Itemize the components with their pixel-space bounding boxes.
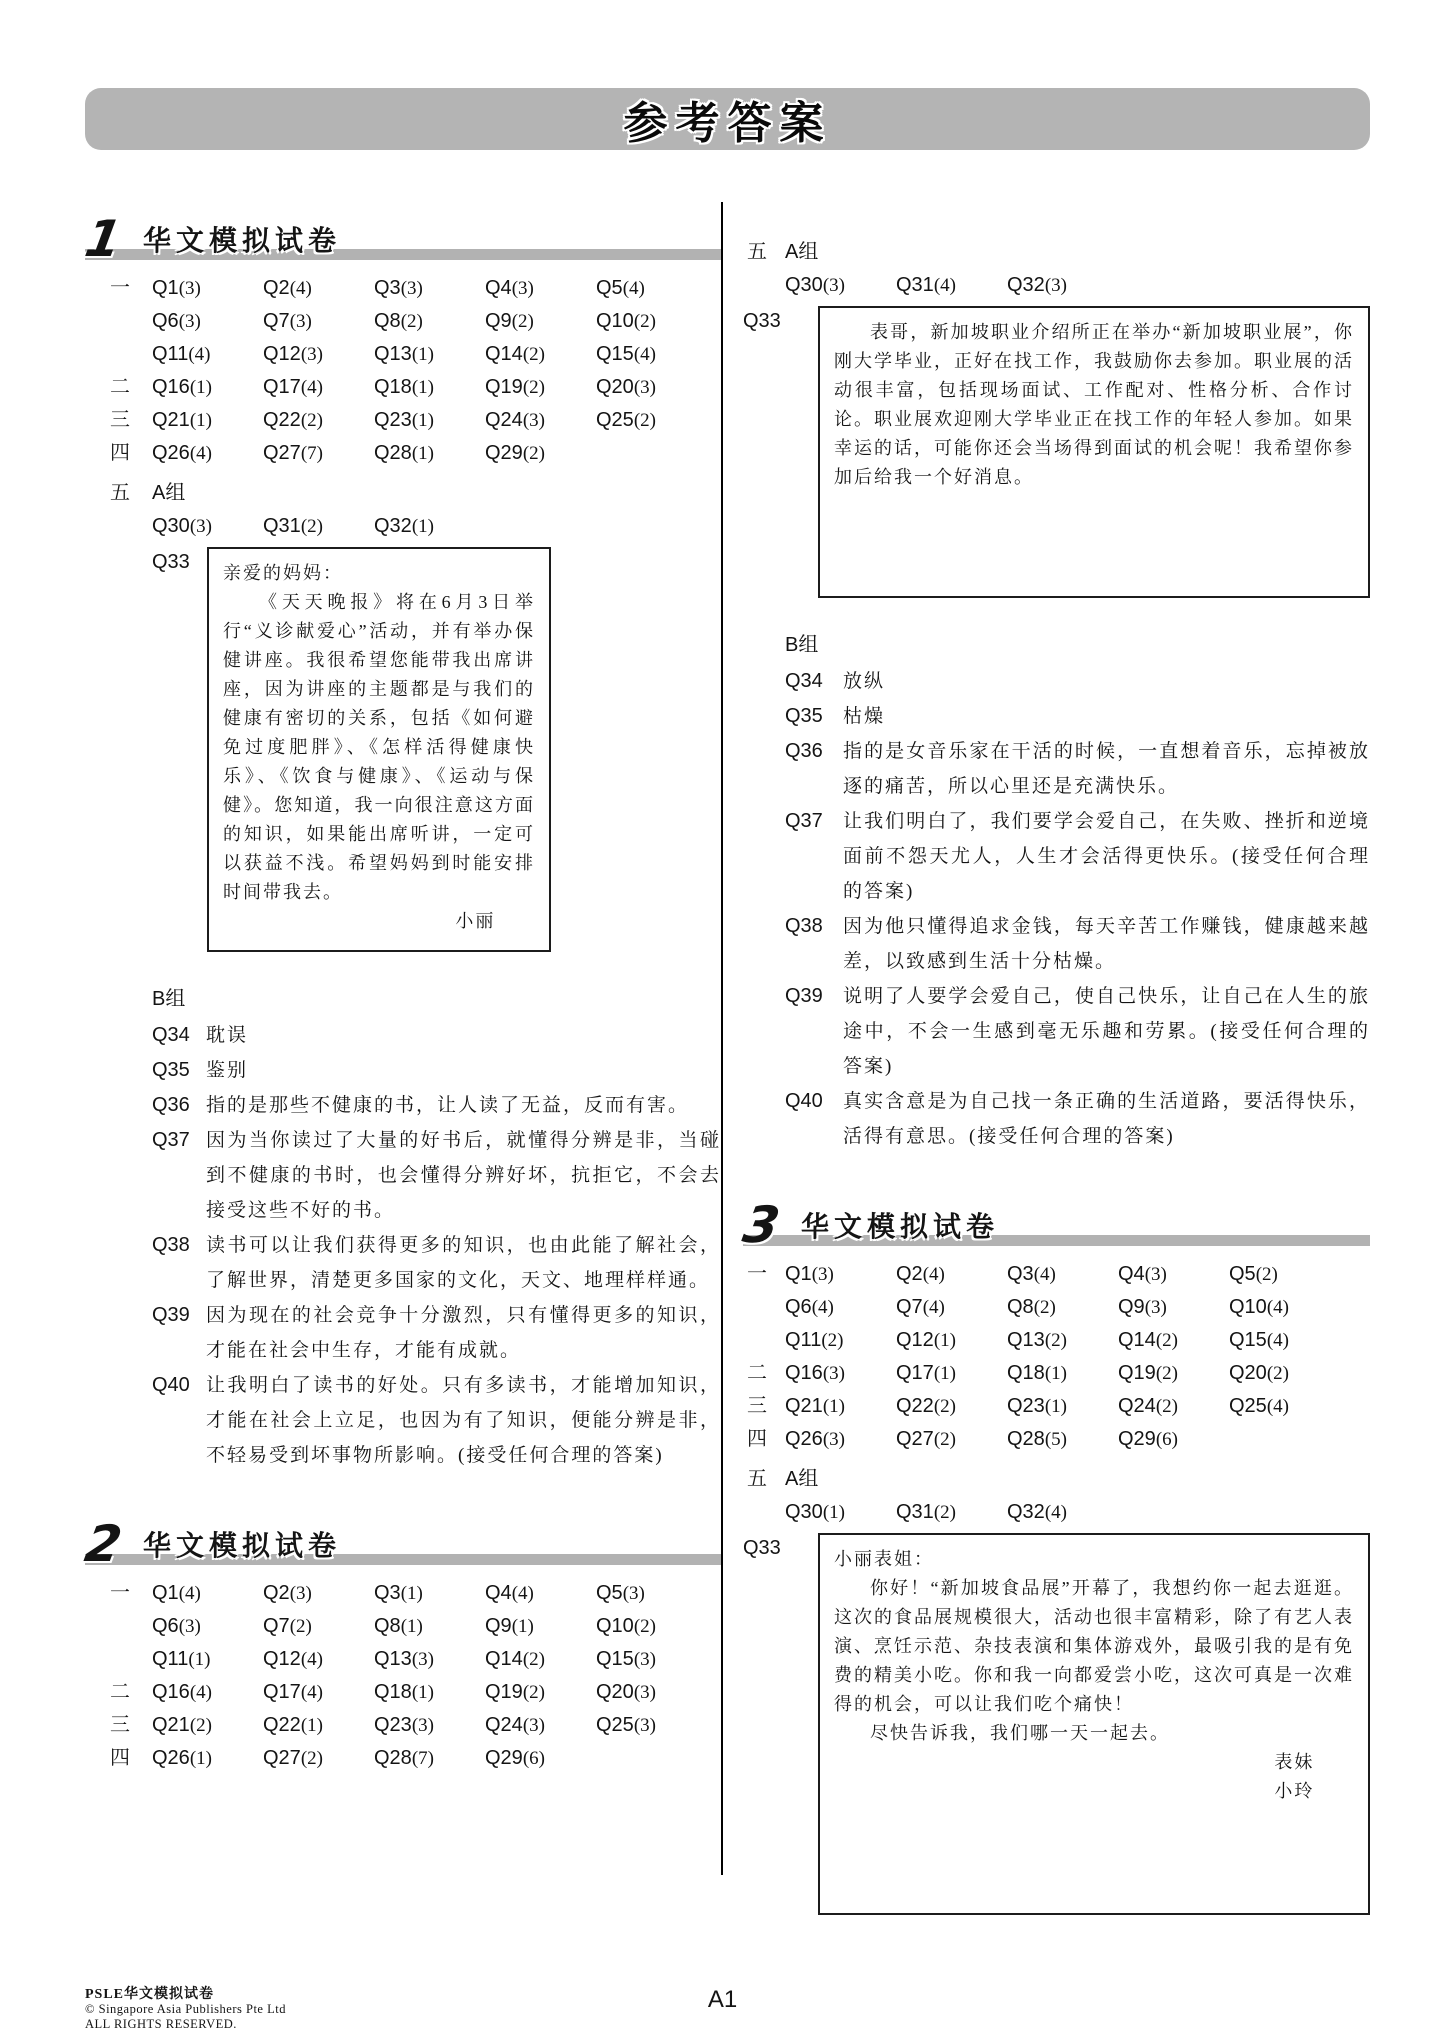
section-3-header [738, 1188, 1370, 1254]
page-title: 参考答案 [623, 98, 832, 149]
row-cells [152, 305, 721, 338]
qa-answer-text: 枯燥 [843, 706, 886, 727]
answer-cell: Q9(3) [1118, 1296, 1167, 1318]
group-a-answers [743, 1496, 1370, 1529]
group-b-heading [152, 982, 721, 1018]
row-numeral: 五 [747, 1468, 767, 1490]
section-2 [80, 1507, 721, 1775]
row-numeral: 一 [110, 1582, 130, 1604]
row-cells [785, 1324, 1370, 1357]
row-cells [785, 269, 1370, 302]
qa-question-label: Q35 [152, 1059, 190, 1081]
qa-answer-text: 放纵 [843, 671, 886, 692]
answer-cell: Q13(3) [374, 1648, 434, 1670]
answer-cell: Q1(3) [785, 1263, 834, 1285]
answer-cell: Q15(4) [596, 343, 656, 365]
letter-box [207, 547, 551, 952]
answer-cell: Q2(3) [263, 1582, 312, 1604]
row-numeral: 三 [110, 409, 130, 431]
qa-answer-text: 指的是那些不健康的书，让人读了无益，反而有害。 [206, 1095, 690, 1116]
answer-row [85, 404, 721, 437]
answer-grid [85, 272, 721, 470]
row-numeral: 五 [110, 482, 130, 504]
answer-cell: Q31(2) [263, 515, 323, 537]
answer-cell: Q24(3) [485, 409, 545, 431]
qa-row [785, 804, 1370, 909]
row-cells [152, 510, 721, 543]
answer-cell: Q20(3) [596, 376, 656, 398]
row-cells [785, 1390, 1370, 1423]
qa-question-label: Q39 [152, 1304, 190, 1326]
answer-cell: Q9(2) [485, 310, 534, 332]
answer-cell: Q1(4) [152, 1582, 201, 1604]
q33-label: Q33 [743, 310, 781, 332]
group-a-answers [85, 510, 721, 543]
answer-cell: Q22(1) [263, 1714, 323, 1736]
section-2-header [80, 1507, 721, 1573]
answer-cell: Q26(3) [785, 1428, 845, 1450]
qa-row [152, 1088, 721, 1123]
answer-cell: Q17(4) [263, 376, 323, 398]
answer-cell: Q24(3) [485, 1714, 545, 1736]
answer-cell: Q16(4) [152, 1681, 212, 1703]
letter-line: 亲爱的妈妈： [223, 563, 343, 583]
letter-line: 《天天晚报》将在6月3日举行“义诊献爱心”活动，并有举办保健讲座。我很希望您能带我出席讲座，因为讲座的主题都是与我们的健康有密切的关系，包括《如何避免过度肥胖》、《怎样活得健康快乐》、《饮食与健康》、《运动与保健》。您知道，我一向很注意这方面的知识，如果能出席听讲，一定可以获益不浅。希望妈妈到时能安排时间带我去。 [223, 592, 535, 902]
answer-cell: Q27(2) [263, 1747, 323, 1769]
answer-cell: Q21(1) [152, 409, 212, 431]
answer-cell: Q14(2) [485, 343, 545, 365]
qa-question-label: Q38 [785, 915, 823, 937]
qa-row [152, 1368, 721, 1473]
answer-cell: Q31(4) [896, 274, 956, 296]
answer-cell: Q4(3) [1118, 1263, 1167, 1285]
group-a-heading [743, 236, 1370, 269]
answer-cell: Q12(4) [263, 1648, 323, 1670]
answer-cell: Q19(2) [1118, 1362, 1178, 1384]
qa-question-label: Q34 [152, 1024, 190, 1046]
row-numeral: 四 [110, 442, 130, 464]
answer-cell: Q30(1) [785, 1501, 845, 1523]
answer-cell: Q6(4) [785, 1296, 834, 1318]
imprint-rights: ALL RIGHTS RESERVED. [85, 2017, 237, 2031]
answer-cell: Q13(2) [1007, 1329, 1067, 1351]
row-cells [152, 1709, 721, 1742]
qa-row [152, 1123, 721, 1228]
answer-row [743, 1423, 1370, 1456]
group-a-label: A组 [785, 1468, 819, 1490]
answer-cell: Q11(4) [152, 343, 211, 365]
answer-cell: Q32(4) [1007, 1501, 1067, 1523]
q33-label: Q33 [152, 551, 190, 573]
answer-cell: Q29(6) [1118, 1428, 1178, 1450]
qa-list [152, 1018, 721, 1473]
answer-cell: Q10(2) [596, 1615, 656, 1637]
answer-cell: Q20(2) [1229, 1362, 1289, 1384]
qa-question-label: Q36 [785, 740, 823, 762]
answer-cell: Q22(2) [896, 1395, 956, 1417]
row-cells [785, 1423, 1370, 1456]
row-cells [152, 404, 721, 437]
answer-cell: Q6(3) [152, 1615, 201, 1637]
answer-row [85, 1610, 721, 1643]
footer-imprint [85, 1987, 286, 2032]
answer-cell: Q1(3) [152, 277, 201, 299]
section-3 [738, 1188, 1370, 1915]
group-b-inner [152, 982, 721, 1473]
answer-cell: Q20(3) [596, 1681, 656, 1703]
answer-cell: Q32(1) [374, 515, 434, 537]
qa-row [152, 1018, 721, 1053]
answer-cell: Q3(1) [374, 1582, 423, 1604]
section-title: 华文模拟试卷 [801, 1212, 1000, 1243]
answer-cell: Q15(3) [596, 1648, 656, 1670]
answer-cell: Q19(2) [485, 376, 545, 398]
answer-cell: Q18(1) [374, 376, 434, 398]
answer-cell: Q3(3) [374, 277, 423, 299]
group-a-heading [85, 477, 721, 510]
row-numeral: 二 [110, 376, 130, 398]
answer-cell: Q30(3) [785, 274, 845, 296]
answer-grid [743, 1258, 1370, 1456]
letter-line: 你好！“新加坡食品展”开幕了，我想约你一起去逛逛。这次的食品展规模很大，活动也很丰富精彩，除了有艺人表演、烹饪示范、杂技表演和集体游戏外，最吸引我的是有免费的精美小吃。你和我一向都爱尝小吃，这次可真是一次难得的机会，可以让我们吃个痛快！ [834, 1578, 1354, 1714]
qa-question-label: Q37 [785, 810, 823, 832]
row-numeral: 三 [747, 1395, 767, 1417]
answer-row [85, 1742, 721, 1775]
answer-grid [85, 1577, 721, 1775]
qa-answer-text: 鉴别 [206, 1060, 249, 1081]
imprint-series-title: PSLE华文模拟试卷 [85, 1987, 215, 2002]
answer-cell: Q2(4) [896, 1263, 945, 1285]
answer-cell: Q12(1) [896, 1329, 956, 1351]
answer-cell: Q28(1) [374, 442, 434, 464]
answer-cell: Q2(4) [263, 277, 312, 299]
answer-cell: Q21(1) [785, 1395, 845, 1417]
row-cells [152, 437, 721, 470]
row-cells [785, 1291, 1370, 1324]
right-column [738, 202, 1370, 1915]
qa-row [152, 1228, 721, 1298]
row-cells [152, 371, 721, 404]
row-numeral: 二 [110, 1681, 130, 1703]
qa-answer-text: 让我们明白了，我们要学会爱自己，在失败、挫折和逆境面前不怨天尤人，人生才会活得更快乐。(接受任何合理的答案) [843, 811, 1370, 902]
qa-answer-text: 说明了人要学会爱自己，使自己快乐，让自己在人生的旅途中，不会一生感到毫无乐趣和劳累。(接受任何合理的答案) [843, 986, 1370, 1077]
answer-cell: Q25(3) [596, 1714, 656, 1736]
answer-row [85, 1643, 721, 1676]
page-number: A1 [707, 1986, 738, 2013]
section-2-continued [743, 236, 1370, 1154]
group-a-label: A组 [152, 482, 186, 504]
answer-cell: Q16(1) [152, 376, 212, 398]
imprint-publisher: © Singapore Asia Publishers Pte Ltd [85, 2002, 286, 2016]
answer-row [743, 1291, 1370, 1324]
answer-row [85, 338, 721, 371]
section-title: 华文模拟试卷 [143, 1531, 342, 1562]
letter-line: 表哥，新加坡职业介绍所正在举办“新加坡职业展”，你刚大学毕业，正好在找工作，我鼓励你去参加。职业展的活动很丰富，包括现场面试、工作配对、性格分析、合作讨论。职业展欢迎刚大学毕业正在找工作的年轻人参加。如果幸运的话，可能你还会当场得到面试的机会呢！我希望你参加后给我一个好消息。 [834, 322, 1354, 487]
answer-cell: Q27(7) [263, 442, 323, 464]
group-b-inner [785, 628, 1370, 1154]
answer-cell: Q23(1) [374, 409, 434, 431]
qa-row [152, 1053, 721, 1088]
answer-cell: Q5(4) [596, 277, 645, 299]
answer-cell: Q25(2) [596, 409, 656, 431]
section-number: 1 [80, 210, 126, 268]
qa-answer-text: 读书可以让我们获得更多的知识，也由此能了解社会，了解世界，清楚更多国家的文化，天文、地理样样通。 [206, 1235, 721, 1291]
answer-cell: Q7(3) [263, 310, 312, 332]
qa-answer-text: 真实含意是为自己找一条正确的生活道路，要活得快乐，活得有意思。(接受任何合理的答案) [843, 1091, 1370, 1147]
row-numeral: 二 [747, 1362, 767, 1384]
qa-row [785, 734, 1370, 804]
answer-cell: Q3(4) [1007, 1263, 1056, 1285]
qa-question-label: Q35 [785, 705, 823, 727]
answer-cell: Q9(1) [485, 1615, 534, 1637]
answer-cell: Q29(6) [485, 1747, 545, 1769]
answer-cell: Q16(3) [785, 1362, 845, 1384]
group-a-heading [743, 1463, 1370, 1496]
row-cells [785, 1258, 1370, 1291]
answer-cell: Q29(2) [485, 442, 545, 464]
row-cells [785, 1496, 1370, 1529]
answer-row [85, 1709, 721, 1742]
answer-row [85, 371, 721, 404]
answer-cell: Q28(7) [374, 1747, 434, 1769]
q33-label: Q33 [743, 1537, 781, 1559]
qa-list [785, 664, 1370, 1154]
answer-cell: Q10(4) [1229, 1296, 1289, 1318]
answer-row [85, 437, 721, 470]
group-b [743, 628, 1370, 1154]
answer-cell: Q18(1) [374, 1681, 434, 1703]
q33-letter-row [743, 1533, 1370, 1915]
qa-row [152, 1298, 721, 1368]
group-a-label: A组 [785, 241, 819, 263]
section-1 [80, 202, 721, 1473]
qa-answer-text: 让我明白了读书的好处。只有多读书，才能增加知识，才能在社会上立足，也因为有了知识，便能分辨是非，不轻易受到坏事物所影响。(接受任何合理的答案) [206, 1375, 721, 1466]
qa-row [785, 979, 1370, 1084]
row-numeral: 五 [747, 241, 767, 263]
row-numeral: 四 [110, 1747, 130, 1769]
section-1-header [80, 202, 721, 268]
group-b-heading [785, 628, 1370, 664]
answer-cell: Q23(3) [374, 1714, 434, 1736]
group-b [85, 982, 721, 1473]
qa-question-label: Q34 [785, 670, 823, 692]
row-cells [152, 1577, 721, 1610]
answer-cell: Q11(2) [785, 1329, 844, 1351]
answer-cell: Q28(5) [1007, 1428, 1067, 1450]
row-numeral: 一 [110, 277, 130, 299]
answer-cell: Q32(3) [1007, 274, 1067, 296]
answer-cell: Q8(2) [1007, 1296, 1056, 1318]
answer-cell: Q25(4) [1229, 1395, 1289, 1417]
row-cells [152, 1676, 721, 1709]
row-numeral: 四 [747, 1428, 767, 1450]
row-cells [152, 1742, 721, 1775]
letter-line: 小玲 [1274, 1781, 1315, 1801]
answer-cell: Q22(2) [263, 409, 323, 431]
qa-answer-text: 耽误 [206, 1025, 249, 1046]
answer-cell: Q17(4) [263, 1681, 323, 1703]
letter-line: 尽快告诉我，我们哪一天一起去。 [870, 1723, 1170, 1743]
row-cells [152, 338, 721, 371]
answer-row [743, 1390, 1370, 1423]
qa-question-label: Q40 [152, 1374, 190, 1396]
section-title: 华文模拟试卷 [143, 226, 342, 257]
answer-cell: Q5(2) [1229, 1263, 1278, 1285]
qa-answer-text: 因为他只懂得追求金钱，每天辛苦工作赚钱，健康越来越差，以致感到生活十分枯燥。 [843, 916, 1370, 972]
answer-cell: Q4(4) [485, 1582, 534, 1604]
qa-row [785, 664, 1370, 699]
letter-line: 小丽表姐： [834, 1549, 934, 1569]
answer-cell: Q4(3) [485, 277, 534, 299]
section-number: 2 [80, 1515, 126, 1573]
answer-cell: Q27(2) [896, 1428, 956, 1450]
answer-cell: Q7(2) [263, 1615, 312, 1637]
column-divider [721, 202, 723, 1875]
qa-question-label: Q37 [152, 1129, 190, 1151]
answer-cell: Q6(3) [152, 310, 201, 332]
q33-letter-row [743, 306, 1370, 598]
qa-row [785, 909, 1370, 979]
qa-row [785, 699, 1370, 734]
qa-row [785, 1084, 1370, 1154]
answer-row [85, 305, 721, 338]
row-numeral: 三 [110, 1714, 130, 1736]
answer-cell: Q31(2) [896, 1501, 956, 1523]
answer-cell: Q7(4) [896, 1296, 945, 1318]
qa-question-label: Q40 [785, 1090, 823, 1112]
page-title-banner [85, 88, 1370, 150]
answer-row [743, 1258, 1370, 1291]
letter-line: 表妹 [1274, 1752, 1315, 1772]
row-cells [785, 1357, 1370, 1390]
answer-cell: Q14(2) [485, 1648, 545, 1670]
content-columns [80, 202, 1370, 1915]
q33-letter-row [152, 547, 721, 952]
left-column [80, 202, 721, 1915]
answer-cell: Q12(3) [263, 343, 323, 365]
group-b-label: B组 [152, 988, 186, 1010]
row-cells [152, 272, 721, 305]
answer-cell: Q14(2) [1118, 1329, 1178, 1351]
qa-answer-text: 指的是女音乐家在干活的时候，一直想着音乐，忘掉被放逐的痛苦，所以心里还是充满快乐。 [843, 741, 1370, 797]
answer-cell: Q19(2) [485, 1681, 545, 1703]
answer-cell: Q18(1) [1007, 1362, 1067, 1384]
answer-cell: Q8(1) [374, 1615, 423, 1637]
answer-row [743, 1357, 1370, 1390]
answer-cell: Q5(3) [596, 1582, 645, 1604]
letter-box [818, 1533, 1370, 1915]
qa-question-label: Q36 [152, 1094, 190, 1116]
letter-line: 小丽 [455, 911, 496, 931]
answer-row [85, 1676, 721, 1709]
answer-cell: Q26(4) [152, 442, 212, 464]
group-a-answers [743, 269, 1370, 302]
letter-box [818, 306, 1370, 598]
group-b-label: B组 [785, 634, 819, 656]
answer-cell: Q13(1) [374, 343, 434, 365]
section-number: 3 [738, 1196, 784, 1254]
answer-cell: Q15(4) [1229, 1329, 1289, 1351]
answer-row [743, 1324, 1370, 1357]
qa-question-label: Q39 [785, 985, 823, 1007]
answer-cell: Q30(3) [152, 515, 212, 537]
answer-cell: Q26(1) [152, 1747, 212, 1769]
qa-answer-text: 因为当你读过了大量的好书后，就懂得分辨是非，当碰到不健康的书时，也会懂得分辨好坏，抗拒它，不会去接受这些不好的书。 [206, 1130, 721, 1221]
answer-cell: Q10(2) [596, 310, 656, 332]
row-cells [152, 1643, 721, 1676]
row-cells [152, 1610, 721, 1643]
answer-cell: Q11(1) [152, 1648, 211, 1670]
answer-cell: Q24(2) [1118, 1395, 1178, 1417]
answer-cell: Q21(2) [152, 1714, 212, 1736]
answer-cell: Q8(2) [374, 310, 423, 332]
answer-cell: Q23(1) [1007, 1395, 1067, 1417]
answer-row [85, 272, 721, 305]
qa-question-label: Q38 [152, 1234, 190, 1256]
answer-cell: Q17(1) [896, 1362, 956, 1384]
qa-answer-text: 因为现在的社会竞争十分激烈，只有懂得更多的知识，才能在社会中生存，才能有成就。 [206, 1305, 721, 1361]
row-numeral: 一 [747, 1263, 767, 1285]
answer-row [85, 1577, 721, 1610]
